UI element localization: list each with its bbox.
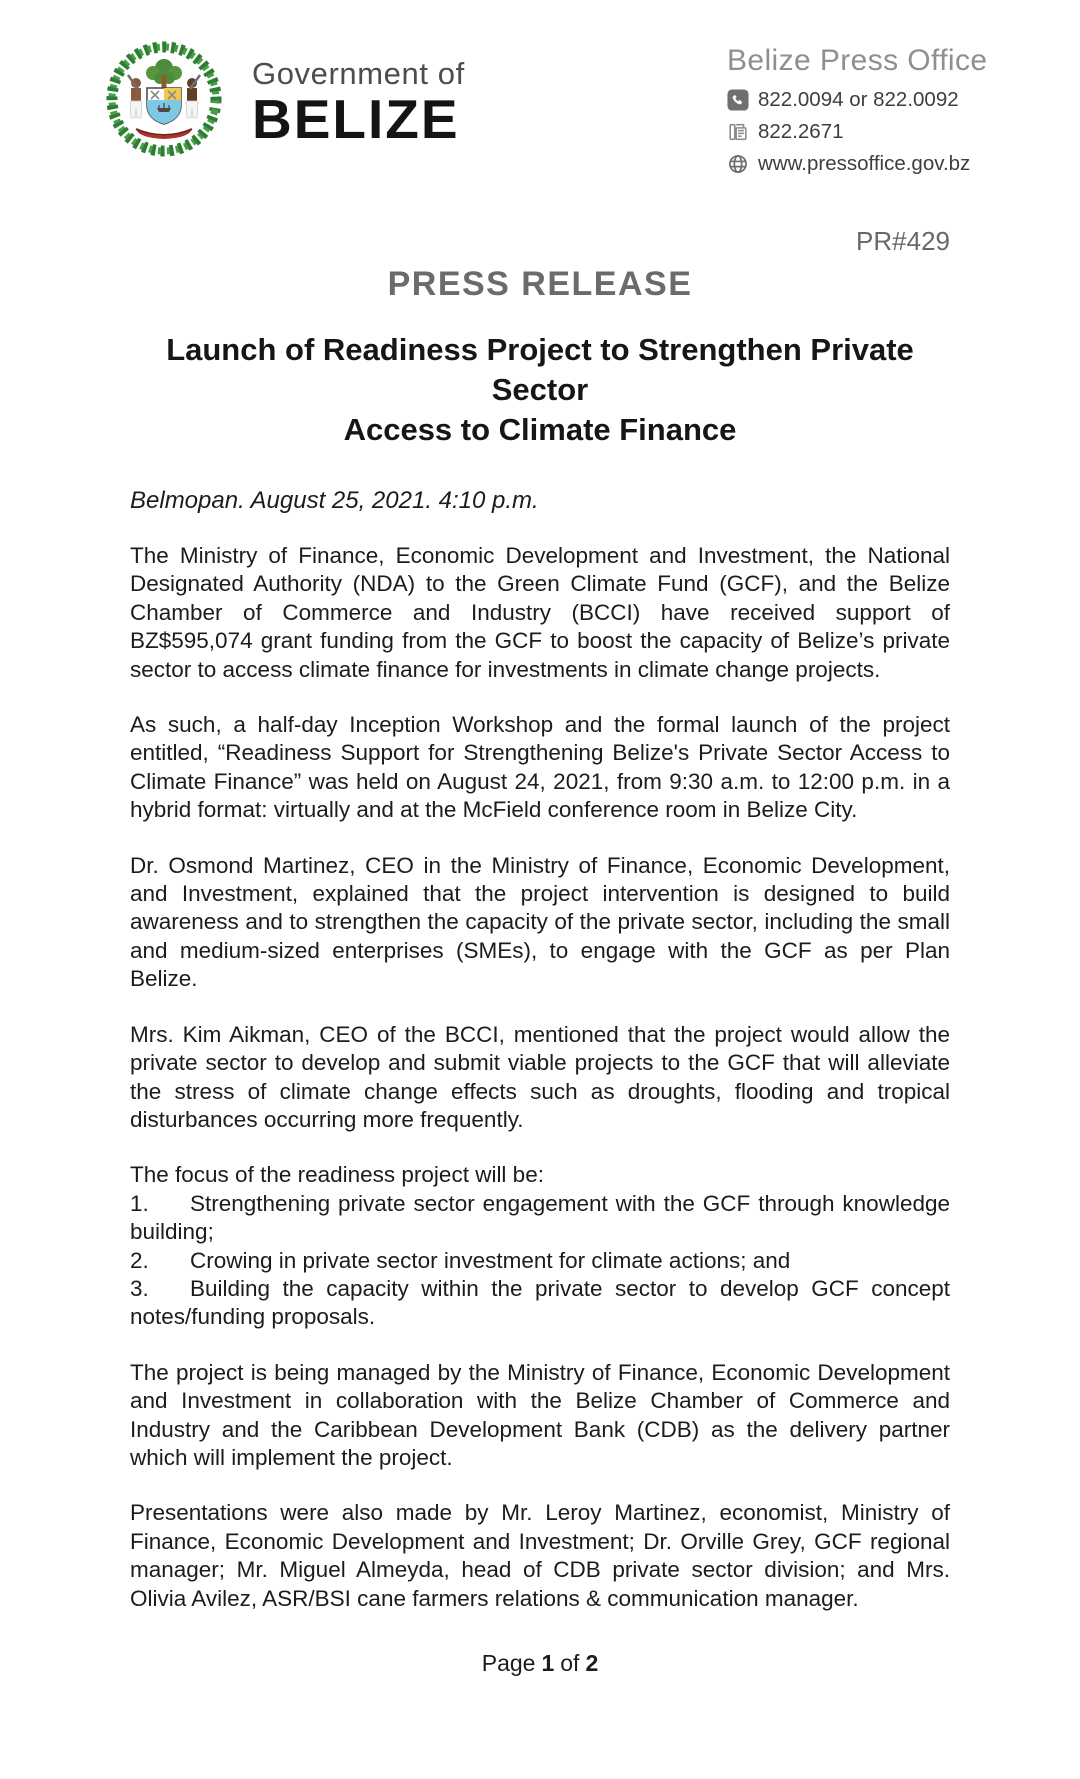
list-item [130,1247,950,1275]
page-label: Page [481,1650,536,1676]
dateline: Belmopan. August 25, 2021. 4:10 p.m. [130,487,539,514]
paragraph: The project is being managed by the Ministry of Finance, Economic Development and Investment in collaboration with the Belize Chamber of Commerce and Industry and the Caribbean Development Bank (CDB) as the delivery partner which will implement the project. [130,1359,950,1470]
total-pages-number: 2 [585,1650,599,1676]
globe-icon [727,153,749,175]
paragraph: Dr. Osmond Martinez, CEO in the Ministry of Finance, Economic Development, and Investment, explained that the project intervention is designed to build awareness and to strengthen the capacity of the private sector, including the small and medium-sized enterprises (SMEs), to engage with the GCF as per Plan Belize. [130,852,950,992]
list-item-number: 3. [130,1275,149,1301]
brand-wordmark [252,51,465,151]
letterhead [0,0,1080,184]
of-label: of [560,1650,580,1676]
phone-numbers: 822.0094 or 822.0092 [758,88,959,111]
phone-icon [727,89,749,111]
document-title-line2: Access to Climate Finance [343,412,737,447]
fax-icon [727,121,749,143]
list-item-text: Building the capacity within the private sector to develop GCF concept notes/funding proposals. [130,1275,950,1330]
website-line [727,152,971,176]
page-footer [0,1650,1080,1677]
paragraph: As such, a half-day Inception Workshop and the formal launch of the project entitled, “Readiness Support for Strengthening Belize's Private Sector Access to Climate Finance” was held on August 24, 2021, from 9:30 a.m. to 12:00 p.m. in a hybrid format: virtually and at the McField conference room in Belize City. [130,712,950,823]
document-title-line1: Launch of Readiness Project to Strengthen Private Sector [166,332,914,407]
list-item-number: 1. [130,1190,149,1216]
paragraph: The Ministry of Finance, Economic Development and Investment, the National Designated Authority (NDA) to the Green Climate Fund (GCF), and the Belize Chamber of Commerce and Industry (BCCI) have received support of BZ$595,074 grant funding from the GCF to boost the capacity of Belize’s private sector to access climate finance for investments in climate change projects. [130,543,950,682]
phone-line [727,88,965,112]
pr-number: PR#429 [856,226,950,256]
belize-wordmark: BELIZE [252,88,460,151]
list-item-number: 2. [130,1247,149,1273]
press-office-contact-block [727,38,988,184]
list-item-text: Crowing in private sector investment for climate actions; and [190,1247,791,1273]
paragraph: Presentations were also made by Mr. Leroy Martinez, economist, Ministry of Finance, Economic Development and Investment; Dr. Orville Grey, GCF regional manager; Mr. Miguel Almeyda, head of CDB private sector division; and Mrs. Olivia Avilez, ASR/BSI cane farmers relations & communication manager. [130,1500,950,1611]
list-item [130,1275,950,1332]
fax-number: 822.2671 [758,120,844,143]
press-release-body [130,226,950,1613]
government-of-text: Government of [252,55,465,91]
list-item [130,1190,950,1247]
press-office-title: Belize Press Office [727,44,988,77]
document-title [130,330,950,450]
current-page-number: 1 [541,1650,555,1676]
list-intro: The focus of the readiness project will be: [130,1162,544,1188]
website-url: www.pressoffice.gov.bz [758,152,971,175]
government-brand [100,38,465,160]
paragraph: Mrs. Kim Aikman, CEO of the BCCI, mentioned that the project would allow the private sector to develop and submit viable projects to the GCF that will alleviate the stress of climate change effects such as droughts, flooding and tropical disturbances occurring more frequently. [130,1021,950,1132]
belize-coat-of-arms-logo [100,38,228,160]
list-item-text: Strengthening private sector engagement with the GCF through knowledge building; [130,1190,950,1245]
fax-line [727,120,965,144]
press-release-heading: PRESS RELEASE [387,265,693,303]
